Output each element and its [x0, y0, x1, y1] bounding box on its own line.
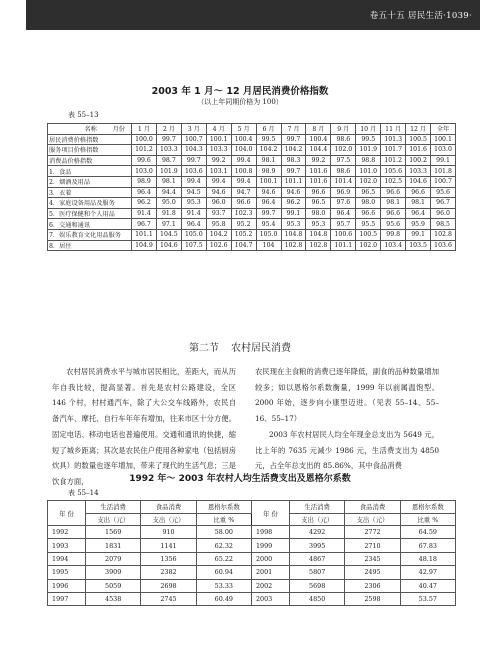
table1-corner-header — [48, 124, 132, 135]
table-cell: 96.6 — [231, 198, 256, 209]
year-cell: 1994 — [48, 552, 86, 565]
table-cell: 96.2 — [281, 198, 306, 209]
paragraph-right-1: 农民现在主食粮的消费已逐年降低，副食的品种数量增加较多；如以恩格尔系数衡量，1999 年以前属温饱型。2000 年始，逐步向小康型迈进。（见表 55–14、55–16、55–17） — [255, 367, 439, 424]
food-header-bottom: 支出（元） — [345, 513, 400, 526]
living-expense-cell: 4867 — [289, 552, 344, 565]
table-cell: 102.6 — [206, 240, 231, 251]
row-name: 居民消费价格指数 — [48, 134, 132, 145]
table-cell: 95.3 — [181, 198, 206, 209]
table-cell: 99.2 — [306, 155, 331, 166]
table-cell: 101.2 — [381, 155, 406, 166]
table-row — [48, 198, 456, 209]
table-cell: 104.9 — [132, 240, 157, 251]
table2-header-row — [48, 501, 456, 514]
table-cell: 96.7 — [132, 219, 157, 230]
table-cell: 96.2 — [132, 198, 157, 209]
table-cell: 105.0 — [256, 229, 281, 240]
row-name: 1．食品 — [48, 166, 132, 177]
column-header: 6 月 — [256, 124, 281, 135]
table1-header-row — [48, 124, 456, 135]
table-cell: 96.4 — [132, 187, 157, 198]
table-cell: 99.5 — [256, 134, 281, 145]
table-cell: 104.4 — [306, 145, 331, 156]
living-expense-cell: 4538 — [86, 592, 141, 605]
column-header: 7 月 — [281, 124, 306, 135]
engel-header-top: 恩格尔系数 — [400, 501, 455, 514]
table-cell: 102.0 — [331, 145, 356, 156]
table-cell: 103.3 — [406, 166, 431, 177]
column-header: 4 月 — [206, 124, 231, 135]
table-cell: 99.8 — [381, 229, 406, 240]
table-cell: 100.8 — [231, 166, 256, 177]
food-header-top: 食品消费 — [141, 501, 196, 514]
row-name: 5．医疗保健和个人用品 — [48, 208, 132, 219]
table-cell: 96.4 — [331, 208, 356, 219]
table-cell: 101.1 — [132, 229, 157, 240]
table-cell: 95.6 — [431, 187, 456, 198]
table-cell: 95.6 — [381, 219, 406, 230]
column-header: 5 月 — [231, 124, 256, 135]
living-expense-cell: 5698 — [289, 579, 344, 592]
table-cell: 91.8 — [156, 208, 181, 219]
table-cell: 104.7 — [231, 240, 256, 251]
table-cell: 105.2 — [231, 229, 256, 240]
table-cell: 101.6 — [306, 166, 331, 177]
food-expense-cell: 2710 — [345, 539, 400, 552]
table-cell: 99.2 — [206, 155, 231, 166]
table1-title: 2003 年 1 月～ 12 月居民消费价格指数 — [151, 86, 329, 97]
column-header: 12 月 — [406, 124, 431, 135]
living-expense-cell: 5059 — [86, 579, 141, 592]
section-name: 农村居民消费 — [231, 343, 291, 354]
table-row — [48, 155, 456, 166]
engel-coefficient-cell: 53.33 — [196, 579, 251, 592]
table-cell: 102.0 — [356, 240, 381, 251]
table-cell: 101.8 — [431, 166, 456, 177]
body-text-right-column — [255, 364, 439, 474]
table-cell: 96.5 — [306, 198, 331, 209]
table-cell: 103.0 — [132, 166, 157, 177]
table-cell: 103.3 — [206, 145, 231, 156]
table-cell: 91.4 — [181, 208, 206, 219]
food-expense-cell: 2745 — [141, 592, 196, 605]
table-cell: 98.1 — [156, 176, 181, 187]
food-expense-cell: 2598 — [345, 592, 400, 605]
column-header: 2 月 — [156, 124, 181, 135]
table-cell: 96.7 — [431, 198, 456, 209]
table-cell: 98.5 — [431, 219, 456, 230]
table2-title: 1992 年～ 2003 年农村人均生活费支出及恩格尔系数 — [129, 474, 351, 484]
table-cell: 101.7 — [381, 145, 406, 156]
table1-number: 表 55–13 — [68, 111, 99, 119]
table-cell: 102.8 — [431, 229, 456, 240]
living-expense-cell: 5807 — [289, 566, 344, 579]
living-expense-cell: 4292 — [289, 526, 344, 539]
table-cell: 101.9 — [156, 166, 181, 177]
table-cell: 105.6 — [381, 166, 406, 177]
table-cell: 104.6 — [156, 240, 181, 251]
table-cell: 98.6 — [331, 134, 356, 145]
table-cell: 100.1 — [206, 134, 231, 145]
table-cell: 100.1 — [256, 176, 281, 187]
food-expense-cell: 2345 — [345, 552, 400, 565]
table-cell: 98.8 — [356, 155, 381, 166]
table-cell: 97.6 — [331, 198, 356, 209]
table-cell: 99.7 — [281, 166, 306, 177]
table-cell: 103.6 — [181, 166, 206, 177]
column-header: 9 月 — [331, 124, 356, 135]
table-row — [48, 566, 456, 579]
table-cell: 103.5 — [406, 240, 431, 251]
table-cell: 104.6 — [406, 176, 431, 187]
table-cell: 104 — [256, 240, 281, 251]
table-cell: 107.5 — [181, 240, 206, 251]
table-cell: 100.4 — [231, 134, 256, 145]
table-cell: 98.9 — [132, 176, 157, 187]
table-cell: 101.6 — [306, 176, 331, 187]
living-header-top: 生活消费 — [86, 501, 141, 514]
engel-coefficient-cell: 42.97 — [400, 566, 455, 579]
table-cell: 103.3 — [156, 145, 181, 156]
table-cell: 104.3 — [181, 145, 206, 156]
living-expense-cell: 1569 — [86, 526, 141, 539]
table-cell: 99.1 — [406, 229, 431, 240]
year-cell: 1995 — [48, 566, 86, 579]
table-cell: 99.4 — [231, 155, 256, 166]
table-cell: 96.6 — [381, 187, 406, 198]
table-cell: 95.9 — [406, 219, 431, 230]
table-cell: 95.8 — [206, 219, 231, 230]
column-header: 10 月 — [356, 124, 381, 135]
table-cell: 91.4 — [132, 208, 157, 219]
table-cell: 96.6 — [356, 208, 381, 219]
table-cell: 96.9 — [331, 187, 356, 198]
row-name: 8．居住 — [48, 240, 132, 251]
engel-coefficient-cell: 67.83 — [400, 539, 455, 552]
page-header-bar — [26, 0, 480, 30]
corner-right-label: 月份 — [112, 126, 125, 134]
table-cell: 94.6 — [256, 187, 281, 198]
table-cell: 98.1 — [381, 198, 406, 209]
living-header-bottom: 支出（元） — [289, 513, 344, 526]
table-row — [48, 219, 456, 230]
table-cell: 100.5 — [356, 229, 381, 240]
column-header: 8 月 — [306, 124, 331, 135]
food-expense-cell: 1141 — [141, 539, 196, 552]
table2-number: 表 55–14 — [68, 489, 99, 497]
engel-coefficient-cell: 40.47 — [400, 579, 455, 592]
section-number: 第二节 — [189, 343, 219, 354]
row-name: 4．家庭设备用品及服务 — [48, 198, 132, 209]
living-expense-cell: 3909 — [86, 566, 141, 579]
table-cell: 99.7 — [256, 208, 281, 219]
food-header-bottom: 支出（元） — [141, 513, 196, 526]
year-header: 年 份 — [48, 501, 86, 526]
table-cell: 93.7 — [206, 208, 231, 219]
year-cell: 2003 — [251, 592, 289, 605]
table-cell: 103.0 — [431, 145, 456, 156]
table-row — [48, 176, 456, 187]
engel-coefficient-cell: 53.57 — [400, 592, 455, 605]
table-cell: 103.6 — [431, 240, 456, 251]
table-cell: 96.6 — [381, 208, 406, 219]
year-cell: 1997 — [48, 592, 86, 605]
row-name: 3．衣着 — [48, 187, 132, 198]
year-cell: 1996 — [48, 579, 86, 592]
table-cell: 99.5 — [356, 134, 381, 145]
living-expense-cell: 1831 — [86, 539, 141, 552]
page-header-text: 卷五十五 居民生活·1039· — [369, 11, 472, 21]
table-cell: 96.4 — [181, 219, 206, 230]
table-cell: 98.1 — [256, 155, 281, 166]
column-header: 11 月 — [381, 124, 406, 135]
engel-coefficient-cell: 48.18 — [400, 552, 455, 565]
table-cell: 95.3 — [306, 219, 331, 230]
table-cell: 104.5 — [156, 229, 181, 240]
table-cell: 105.0 — [181, 229, 206, 240]
year-cell: 1998 — [251, 526, 289, 539]
engel-coefficient-table — [47, 500, 456, 606]
food-expense-cell: 2495 — [345, 566, 400, 579]
table-cell: 100.7 — [181, 134, 206, 145]
column-header: 1 月 — [132, 124, 157, 135]
food-expense-cell: 2306 — [345, 579, 400, 592]
food-expense-cell: 2772 — [345, 526, 400, 539]
table-cell: 96.0 — [431, 208, 456, 219]
table-cell: 100.4 — [306, 134, 331, 145]
table-cell: 96.0 — [206, 198, 231, 209]
corner-left-label: 名称 — [84, 126, 97, 134]
table-cell: 95.0 — [156, 198, 181, 209]
table-row — [48, 166, 456, 177]
table-cell: 98.0 — [306, 208, 331, 219]
table-row — [48, 208, 456, 219]
food-expense-cell: 910 — [141, 526, 196, 539]
table-cell: 98.0 — [356, 198, 381, 209]
table-cell: 98.6 — [331, 166, 356, 177]
table-row — [48, 592, 456, 605]
table-cell: 98.3 — [281, 155, 306, 166]
year-cell: 1992 — [48, 526, 86, 539]
table-cell: 99.1 — [281, 208, 306, 219]
table-cell: 101.3 — [381, 134, 406, 145]
row-name: 消费品价格指数 — [48, 155, 132, 166]
living-expense-cell: 4850 — [289, 592, 344, 605]
table-cell: 99.7 — [156, 134, 181, 145]
table-cell: 104.8 — [306, 229, 331, 240]
year-cell: 2001 — [251, 566, 289, 579]
table-row — [48, 134, 456, 145]
table-cell: 102.8 — [306, 240, 331, 251]
table-cell: 100.6 — [331, 229, 356, 240]
table-cell: 94.4 — [156, 187, 181, 198]
table-cell: 100.2 — [406, 155, 431, 166]
year-cell: 1993 — [48, 539, 86, 552]
table-cell: 100.7 — [431, 176, 456, 187]
table-cell: 104.8 — [281, 229, 306, 240]
engel-header-bottom: 比重 % — [196, 513, 251, 526]
table-cell: 102.3 — [231, 208, 256, 219]
table-cell: 96.6 — [306, 187, 331, 198]
table-row — [48, 526, 456, 539]
engel-coefficient-cell: 58.00 — [196, 526, 251, 539]
engel-coefficient-cell: 62.32 — [196, 539, 251, 552]
row-name: 服务项目价格指数 — [48, 145, 132, 156]
food-expense-cell: 1356 — [141, 552, 196, 565]
row-name: 7．娱乐教育文化用品服务 — [48, 229, 132, 240]
table-cell: 102.5 — [381, 176, 406, 187]
table-cell: 101.6 — [406, 145, 431, 156]
year-cell: 2000 — [251, 552, 289, 565]
table-cell: 94.5 — [181, 187, 206, 198]
food-expense-cell: 2382 — [141, 566, 196, 579]
year-cell: 2002 — [251, 579, 289, 592]
table-row — [48, 145, 456, 156]
table-cell: 100.1 — [431, 134, 456, 145]
living-header-bottom: 支出（元） — [86, 513, 141, 526]
table-cell: 96.4 — [256, 198, 281, 209]
table-row — [48, 539, 456, 552]
table-cell: 98.1 — [406, 198, 431, 209]
table-cell: 101.9 — [356, 145, 381, 156]
table-cell: 101.1 — [331, 240, 356, 251]
table-cell: 99.4 — [206, 176, 231, 187]
table-cell: 99.7 — [281, 134, 306, 145]
engel-coefficient-cell: 64.59 — [400, 526, 455, 539]
table-cell: 96.5 — [356, 187, 381, 198]
column-header: 3 月 — [181, 124, 206, 135]
table-cell: 95.4 — [256, 219, 281, 230]
table-cell: 99.4 — [181, 176, 206, 187]
table1-subtitle: （以上年同期价格为 100） — [197, 98, 283, 106]
table-row — [48, 229, 456, 240]
engel-coefficient-cell: 65.22 — [196, 552, 251, 565]
table-cell: 103.4 — [381, 240, 406, 251]
table-cell: 100.0 — [132, 134, 157, 145]
table-cell: 95.2 — [231, 219, 256, 230]
table-row — [48, 187, 456, 198]
table-cell: 94.6 — [281, 187, 306, 198]
table-cell: 102.0 — [356, 176, 381, 187]
row-name: 2．烟酒及用品 — [48, 176, 132, 187]
engel-header-bottom: 比重 % — [400, 513, 455, 526]
table-cell: 98.9 — [256, 166, 281, 177]
living-expense-cell: 3995 — [289, 539, 344, 552]
year-cell: 1999 — [251, 539, 289, 552]
table-cell: 96.4 — [406, 208, 431, 219]
table-cell: 101.2 — [132, 145, 157, 156]
table-cell: 101.4 — [331, 176, 356, 187]
table-cell: 104.2 — [281, 145, 306, 156]
food-header-top: 食品消费 — [345, 501, 400, 514]
table-cell: 96.6 — [406, 187, 431, 198]
table-cell: 100.5 — [406, 134, 431, 145]
engel-coefficient-cell: 60.49 — [196, 592, 251, 605]
price-index-table — [47, 123, 456, 251]
table-cell: 97.5 — [331, 155, 356, 166]
table-cell: 103.1 — [206, 166, 231, 177]
table-cell: 95.5 — [356, 219, 381, 230]
table-cell: 95.7 — [331, 219, 356, 230]
table-cell: 98.7 — [156, 155, 181, 166]
table-cell: 95.3 — [281, 219, 306, 230]
food-expense-cell: 2698 — [141, 579, 196, 592]
table-cell: 101.1 — [281, 176, 306, 187]
table-row — [48, 552, 456, 565]
table-cell: 104.2 — [206, 229, 231, 240]
table-cell: 99.4 — [231, 176, 256, 187]
living-expense-cell: 2079 — [86, 552, 141, 565]
table-cell: 101.0 — [356, 166, 381, 177]
table-cell: 102.8 — [281, 240, 306, 251]
table-cell: 99.6 — [132, 155, 157, 166]
row-name: 6．交通和通讯 — [48, 219, 132, 230]
column-header: 全年 — [431, 124, 456, 135]
paragraph-right-2: 2003 年农村居民人均全年现金总支出为 5649 元，比上年的 7635 元减少 1986 元，生活费支出为 4850 元，占全年总支出的 85.86%，其中食品消费 — [255, 429, 439, 471]
table-cell: 99.1 — [431, 155, 456, 166]
table-cell: 104.0 — [231, 145, 256, 156]
table-row — [48, 240, 456, 251]
table-cell: 99.7 — [181, 155, 206, 166]
engel-header-top: 恩格尔系数 — [196, 501, 251, 514]
table-row — [48, 579, 456, 592]
section-title — [0, 339, 480, 354]
table-cell: 94.6 — [206, 187, 231, 198]
paragraph-left: 农村居民消费水平与城市居民相比，差距大，而从历年自我比较，提高显著。首先是农村公路建设，全区 146 个村，村村通汽车，除了大公交车线路外，农民自备汽车、摩托、自行车年年有增加，往来市区十分方便。固定电话、移动电话也普遍使用。交通和通讯的快捷，缩短了城乡距离；其次是农民住户使用各种家电（包括厨房炊具）的数量也逐年增加，带来了现代的生活气息；三是饮食方面， — [52, 367, 236, 486]
table-cell: 94.7 — [231, 187, 256, 198]
table-cell: 104.2 — [256, 145, 281, 156]
table-cell: 97.1 — [156, 219, 181, 230]
engel-coefficient-cell: 60.94 — [196, 566, 251, 579]
living-header-top: 生活消费 — [289, 501, 344, 514]
year-header: 年 份 — [251, 501, 289, 526]
